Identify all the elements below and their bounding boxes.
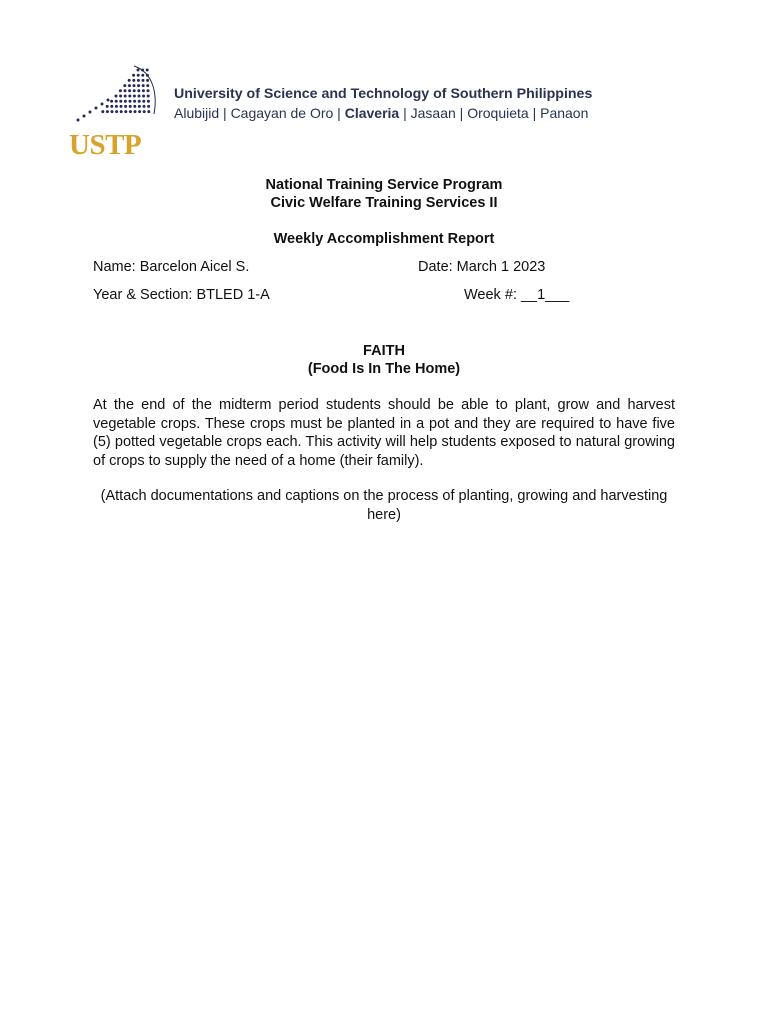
logo-dot [119,100,122,103]
week-field: Week #: __1___ [464,287,570,303]
logo-dot [95,107,98,110]
logo-dot [132,79,135,82]
campus-name: Oroquieta [467,105,529,121]
attachment-instruction: (Attach documentations and captions on the process of planting, growing and harvesting here) [100,488,668,523]
logo-dot [124,105,127,108]
logo-dot [120,105,123,108]
logo-dot [133,89,136,92]
logo-dot [147,100,150,103]
logo-dot [115,105,118,108]
logo-dot [142,89,145,92]
logo-dot [119,89,122,92]
logo-dot [147,105,150,108]
university-name: University of Science and Technology of Southern Philippines [174,86,593,102]
svg-text:USTP: USTP [69,129,142,158]
logo-dot [128,89,131,92]
logo-dot [124,110,127,113]
program-heading: National Training Service Program [265,177,503,193]
logo-dot [147,95,150,98]
logo-dot [133,105,136,108]
activity-description: At the end of the midterm period students should be able to plant, grow and harvest vegetable crops. These crops must be planted in a pot and they are required to have five (5) potted vegetable crops each. This activity will help students exposed to natural growing of crops to supply the need of a home (their family). [93,397,675,469]
campus-name: Jasaan [410,105,456,121]
logo-dot [142,100,145,103]
campus-list [174,105,588,121]
logo-dot [137,89,140,92]
logo-dot [128,84,131,87]
logo-dot [111,110,114,113]
logo-dot [134,110,137,113]
logo-dot [119,95,122,98]
logo-dot [129,105,132,108]
logo-dot [115,95,118,98]
logo-dot [143,110,146,113]
logo-dot [143,105,146,108]
campus-separator: | [455,105,468,121]
logo-dot [77,119,80,122]
logo-dot [138,100,141,103]
logo-dot [129,100,132,103]
logo-dot [128,79,131,82]
logo-dot [137,69,140,72]
logo-dot [110,100,113,103]
logo-dot [138,110,141,113]
campus-name: Alubijid [174,105,220,121]
logo-dot [142,84,145,87]
date-field: Date: March 1 2023 [418,259,546,275]
logo-dot [141,74,144,77]
logo-dot [129,110,132,113]
logo-dot [146,79,149,82]
logo-dot [146,69,149,72]
logo-dot [106,105,109,108]
logo-dot [146,84,149,87]
logo-dot [147,110,150,113]
logo-dot [133,100,136,103]
campus-separator: | [219,105,231,121]
campus-separator: | [528,105,541,121]
campus-separator: | [333,105,345,121]
year-section-field: Year & Section: BTLED 1-A [93,287,270,303]
logo-dot [124,100,127,103]
logo-dot [83,115,86,118]
logo-dot [137,79,140,82]
logo-dot [124,89,127,92]
logo-dot [137,74,140,77]
logo-dot [142,95,145,98]
logo-dot [137,84,140,87]
logo-dot [138,105,141,108]
logo-dot [120,110,123,113]
logo-dot [133,84,136,87]
campus-separator: | [399,105,411,121]
logo-dot [147,89,150,92]
activity-title: FAITH [363,343,405,359]
logo-dot [110,105,113,108]
campus-name: Claveria [344,105,400,121]
logo-dot [106,110,109,113]
campus-name: Panaon [540,105,589,121]
logo-dot [123,84,126,87]
logo-dot [107,99,110,102]
logo-dot [142,79,145,82]
logo-dot [133,95,136,98]
ustp-logo [68,62,160,158]
activity-subtitle: (Food Is In The Home) [307,361,461,377]
logo-dot [101,110,104,113]
course-heading: Civic Welfare Training Services II [270,195,498,211]
campus-name: Cagayan de Oro [230,105,334,121]
logo-dot [124,95,127,98]
report-title: Weekly Accomplishment Report [273,231,495,247]
name-field: Name: Barcelon Aicel S. [93,259,250,275]
logo-dot [115,110,118,113]
logo-dot [89,111,92,114]
logo-dot [132,74,135,77]
logo-dot [138,95,141,98]
logo-dot [115,100,118,103]
logo-dot [101,103,104,106]
logo-dot [128,95,131,98]
